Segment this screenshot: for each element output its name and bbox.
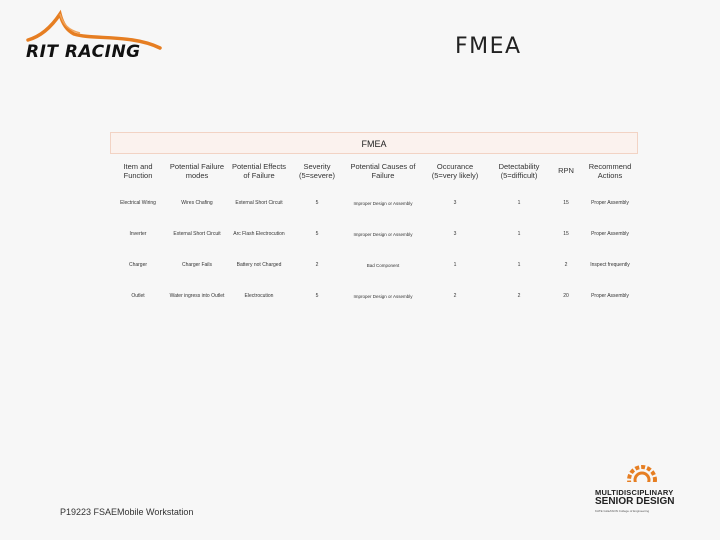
fmea-table-container [110,132,638,337]
cell-effect: External Short Circuit [235,200,283,207]
msd-line1: MULTIDISCIPLINARY [595,488,674,497]
cell-item: Electrical Wiring [120,200,156,207]
cell-cause: Improper Design or Assembly [353,231,413,237]
cell-item: Charger [128,262,148,269]
msd-gear-icon [592,458,682,490]
cell-item: Outlet [131,293,145,300]
table-row [110,188,638,219]
fmea-table [110,154,638,312]
cell-severity: 5 [315,293,319,300]
cell-item: Inverter [129,231,147,238]
cell-severity: 5 [315,231,319,238]
cell-cause: Bad Component [366,262,400,268]
header-severity: Severity (5=severe) [298,161,336,180]
table-row [110,219,638,250]
header-item-function: Item and Function [123,161,153,180]
rit-racing-logo [22,8,164,60]
cell-effect: Electrocution [244,293,274,300]
header-failure-modes: Potential Failure modes [169,161,225,180]
msd-logo [592,458,682,518]
cell-action: Inspect frequently [590,262,630,269]
cell-effect: Arc Flash Electrocution [233,231,285,238]
header-effects: Potential Effects of Failure [231,161,287,180]
cell-rpn: 20 [563,293,569,300]
cell-detectability: 1 [517,231,521,238]
cell-occurance: 2 [453,293,457,300]
cell-cause: Improper Design or Assembly [353,293,413,299]
footer-project-label: P19223 FSAEMobile Workstation [60,507,194,517]
cell-severity: 2 [315,262,319,269]
cell-severity: 5 [315,200,319,207]
table-row [110,250,638,281]
cell-action: Proper Assembly [591,293,629,300]
cell-occurance: 1 [453,262,457,269]
header-actions: Recommend Actions [588,161,632,180]
logo-text: RIT RACING [26,42,141,62]
table-caption: FMEA [110,132,638,154]
header-causes: Potential Causes of Failure [350,161,416,180]
cell-rpn: 15 [563,200,569,207]
cell-effect: Battery not Charged [236,262,282,269]
cell-failure-mode: Wires Chafing [181,200,213,207]
cell-detectability: 1 [517,262,521,269]
cell-action: Proper Assembly [591,200,629,207]
cell-occurance: 3 [453,231,457,238]
cell-failure-mode: External Short Circuit [173,231,221,238]
msd-tagline: KATE GLEASON College of Engineering [595,509,650,513]
msd-line2: SENIOR DESIGN [595,496,675,507]
cell-rpn: 15 [563,231,569,238]
header-occurance: Occurance (5=very likely) [431,161,479,180]
header-rpn: RPN [558,166,574,176]
cell-failure-mode: Water ingress into Outlet [169,293,225,300]
cell-detectability: 1 [517,200,521,207]
table-row [110,281,638,312]
cell-detectability: 2 [517,293,521,300]
cell-rpn: 2 [564,262,568,269]
cell-action: Proper Assembly [591,231,629,238]
cell-failure-mode: Charger Fails [181,262,212,269]
cell-cause: Improper Design or Assembly [353,200,413,206]
page-title: FMEA [455,34,522,59]
cell-occurance: 3 [453,200,457,207]
header-detectability: Detectability (5=difficult) [498,161,540,180]
table-header-row [110,154,638,188]
